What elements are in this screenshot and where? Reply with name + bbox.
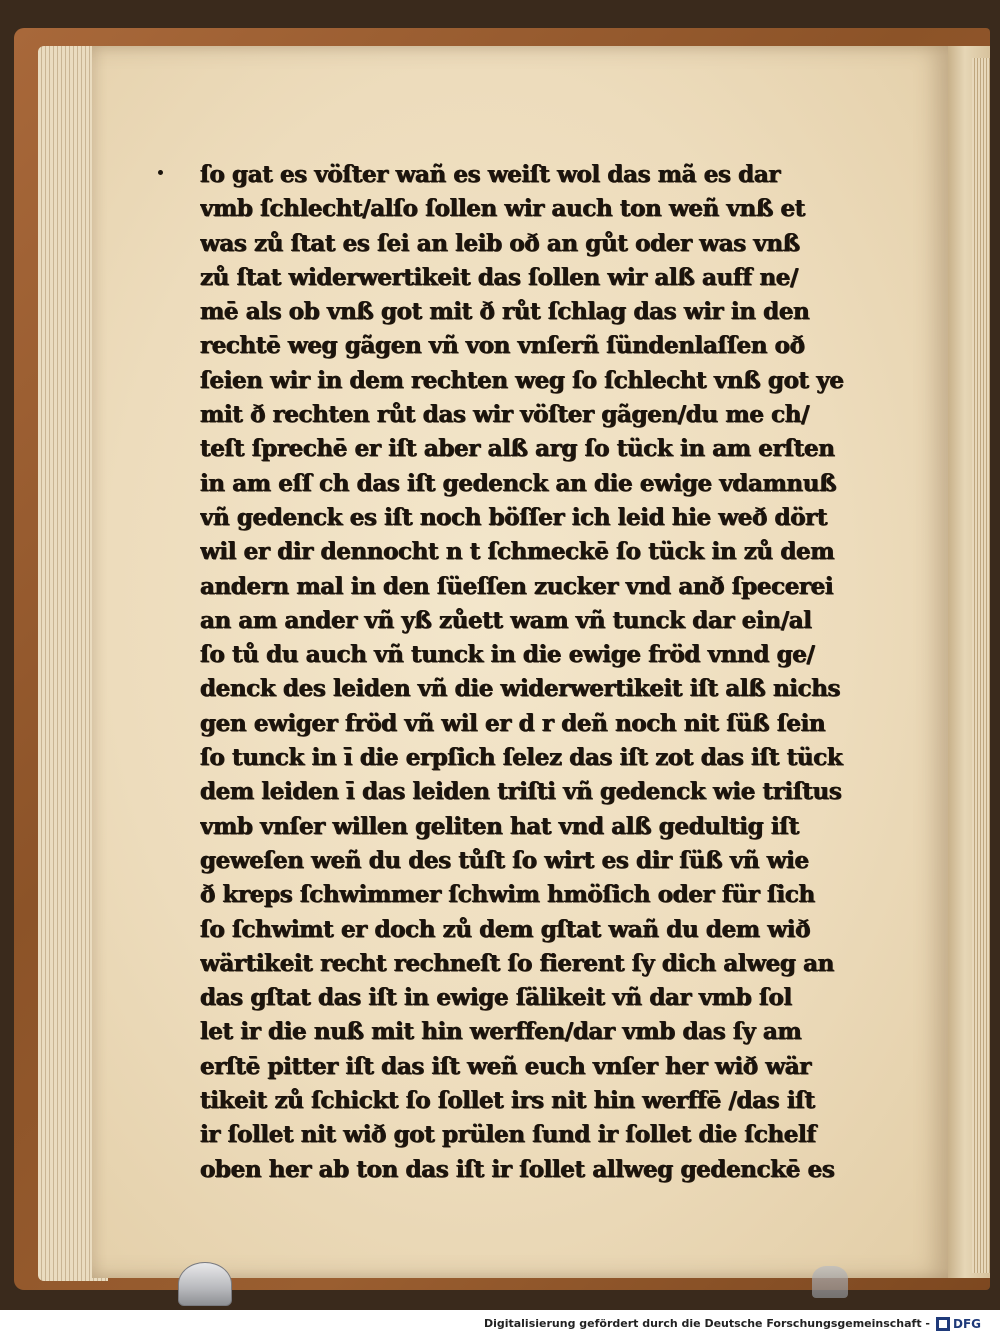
- text-line: let ir die nuß mit hin werffen/dar vmb das ſy am: [200, 1018, 802, 1046]
- text-line: tikeit zů ſchickt ſo ſollet irs nit hin werffē /das iſt: [200, 1087, 815, 1115]
- text-line: ſo tunck in ī die erpſich ſelez das iſt zot das iſt tück: [200, 744, 843, 772]
- text-line: vmb ſchlecht/alſo ſollen wir auch ton weñ vnß et: [200, 195, 805, 223]
- text-line: vñ gedenck es iſt noch böſſer ich leid hie weð dört: [200, 503, 828, 531]
- text-line: wil er dir dennocht n t ſchmeckē ſo tück in zů dem: [200, 538, 835, 566]
- text-line: teſt ſprechē er iſt aber alß arg ſo tück in am erſten: [200, 435, 835, 463]
- margin-mark: [158, 170, 163, 175]
- dfg-logo-text: DFG: [953, 1317, 982, 1331]
- text-line: ir ſollet nit wið got prülen ſund ir ſollet die ſchelf: [200, 1121, 816, 1149]
- text-block: [200, 158, 860, 1187]
- text-line: gen ewiger fröd vñ wil er d r deñ noch nit ſüß ſein: [200, 709, 826, 737]
- text-line: dem leiden ī das leiden triſti vñ gedenck wie triſtus: [200, 778, 842, 806]
- funding-notice: Digitalisierung gefördert durch die Deutsche Forschungsgemeinschaft -: [483, 1317, 930, 1330]
- text-line: oben her ab ton das iſt ir ſollet allweg gedenckē es: [200, 1155, 835, 1183]
- text-line: denck des leiden vñ die widerwertikeit iſt alß nichs: [200, 675, 841, 703]
- footer-bar: [0, 1310, 1000, 1339]
- text-line: was zů ſtat es ſei an leib oð an gůt oder was vnß: [200, 229, 800, 257]
- text-line: wärtikeit recht rechneſt ſo fierent ſy dich alweg an: [200, 949, 835, 977]
- text-line: ſeien wir in dem rechten weg ſo ſchlecht vnß got ye: [200, 366, 844, 394]
- text-line: ſo gat es vöſter wañ es weiſt wol das mã es dar: [200, 161, 781, 188]
- text-line: ſo ſchwimt er doch zů dem gſtat wañ du dem wið: [200, 915, 811, 943]
- text-line: erſtē pitter iſt das iſt weñ euch vnſer her wið wär: [200, 1052, 811, 1080]
- text-line: das gſtat das iſt in ewige ſälikeit vñ dar vmb ſol: [200, 984, 792, 1012]
- page-edges-right: [972, 58, 990, 1273]
- dfg-logo: [936, 1314, 992, 1334]
- book-clip-right: [812, 1266, 848, 1298]
- text-line: geweſen weñ du des tůſt ſo wirt es dir ſüß vñ wie: [200, 846, 809, 874]
- book-clip-left: [178, 1262, 232, 1306]
- text-line: andern mal in den ſüeſſen zucker vnd anð ſpecerei: [200, 572, 834, 600]
- text-line: mit ð rechten růt das wir vöſter gãgen/du me ch/: [200, 401, 810, 429]
- text-line: vmb vnſer willen geliten hat vnd alß gedultig iſt: [200, 812, 799, 840]
- dfg-logo-icon: [936, 1317, 950, 1331]
- text-line: rechtē weg gãgen vñ von vnſerñ ſündenlaſſen oð: [200, 332, 805, 360]
- text-line: zů ſtat widerwertikeit das ſollen wir alß auff ne/: [200, 263, 799, 291]
- text-line: an am ander vñ yß zůett wam vñ tunck dar ein/al: [200, 606, 812, 634]
- text-line: mē als ob vnß got mit ð růt ſchlag das wir in den: [200, 298, 810, 326]
- text-line: ð kreps ſchwimmer ſchwim hmöſich oder für ſich: [200, 881, 815, 909]
- text-line: ſo tů du auch vñ tunck in die ewige fröd vnnd ge/: [200, 641, 815, 669]
- text-line: in am eſſ ch das iſt gedenck an die ewige vdamnuß: [200, 469, 837, 497]
